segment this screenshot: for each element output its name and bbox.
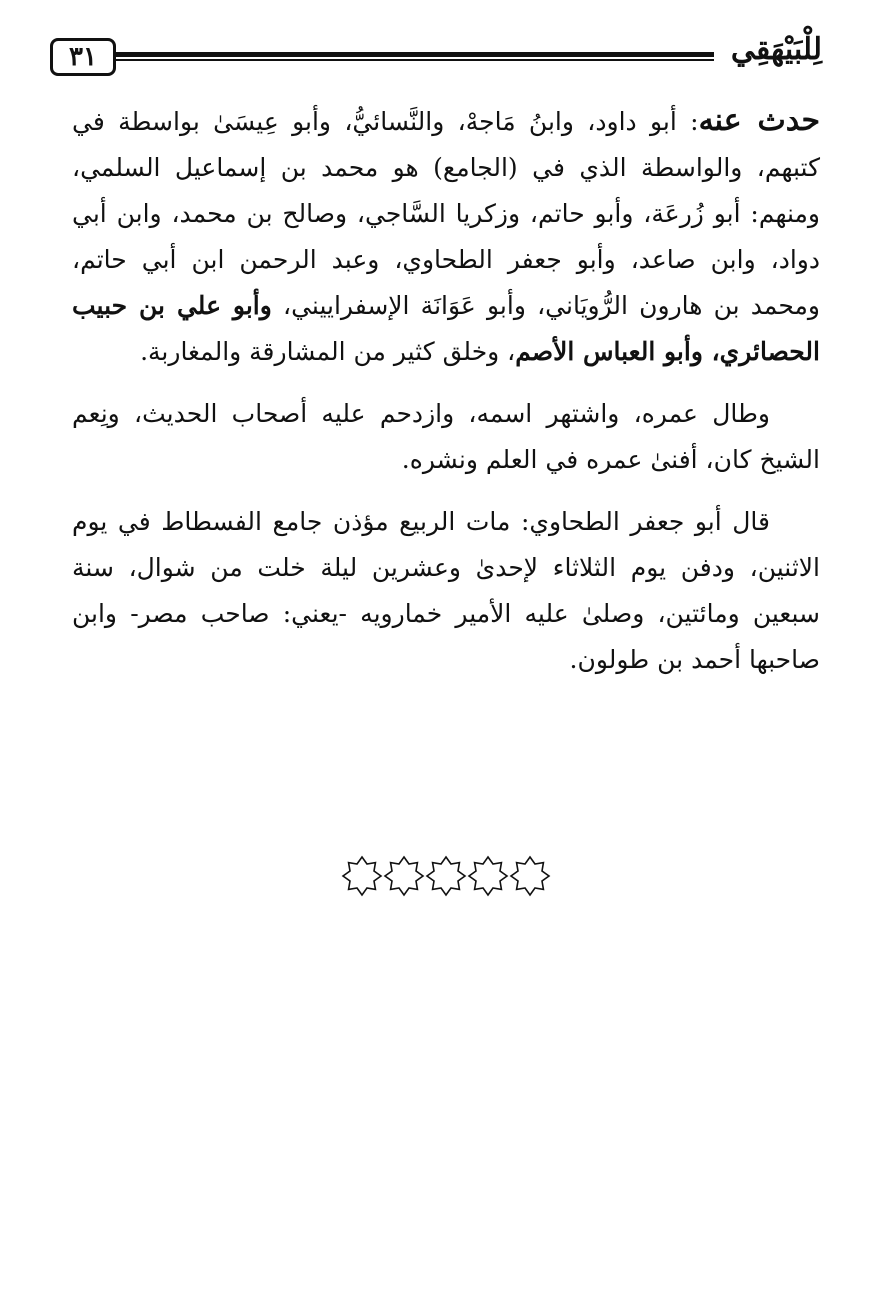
running-title: لِلْبَيْهَقِي <box>730 32 822 67</box>
header-rule-thin-line <box>116 59 714 61</box>
body-text <box>72 98 820 699</box>
octagram-star-icon <box>509 855 551 897</box>
paragraph-students <box>72 98 820 375</box>
paragraph-life: وطال عمره، واشتهر اسمه، وازدحم عليه أصحاب الحديث، ونِعم الشيخ كان، أفنىٰ عمره في العلم ونشره. <box>72 399 820 474</box>
octagram-star-icon <box>383 855 425 897</box>
octagram-star-icon <box>425 855 467 897</box>
octagram-star-icon <box>341 855 383 897</box>
paragraph-lead: حدث عنه <box>698 103 821 138</box>
paragraph-text: : أبو داود، وابنُ مَاجهْ، والنَّسائيُّ، وأبو عِيسَىٰ بواسطة في كتبهم، والواسطة الذي في (الجامع) هو محمد بن إسماعيل السلمي، ومنهم: أبو زُرعَة، وأبو حاتم، وزكريا السَّاجي، وصالح بن محمد، وابن أبي دواد، وابن صاعد، وأبو جعفر الطحاوي، وعبد الرحمن ابن أبي حاتم، ومحمد بن هارون الرُّويَاني، وأبو عَوَانَة الإسفراييني، <box>72 107 820 320</box>
paragraph-text-end: ، وخلق كثير من المشارقة والمغاربة. <box>140 337 516 366</box>
bold-names: وأبو علي بن حبيب الحصائري، وأبو العباس الأصم <box>72 291 820 366</box>
section-end-ornament <box>0 855 892 897</box>
page-number: ٣١ <box>50 38 116 76</box>
header-rule-thick-line <box>116 52 714 57</box>
octagram-star-icon <box>467 855 509 897</box>
page-header <box>50 32 822 88</box>
header-rule <box>116 52 714 62</box>
paragraph-death: قال أبو جعفر الطحاوي: مات الربيع مؤذن جامع الفسطاط في يوم الاثنين، ودفن يوم الثلاثاء لإحدىٰ وعشرين ليلة خلت من شوال، سنة سبعين ومائتين، وصلىٰ عليه الأمير خمارويه -يعني: صاحب مصر- وابن صاحبها أحمد بن طولون. <box>72 507 820 674</box>
